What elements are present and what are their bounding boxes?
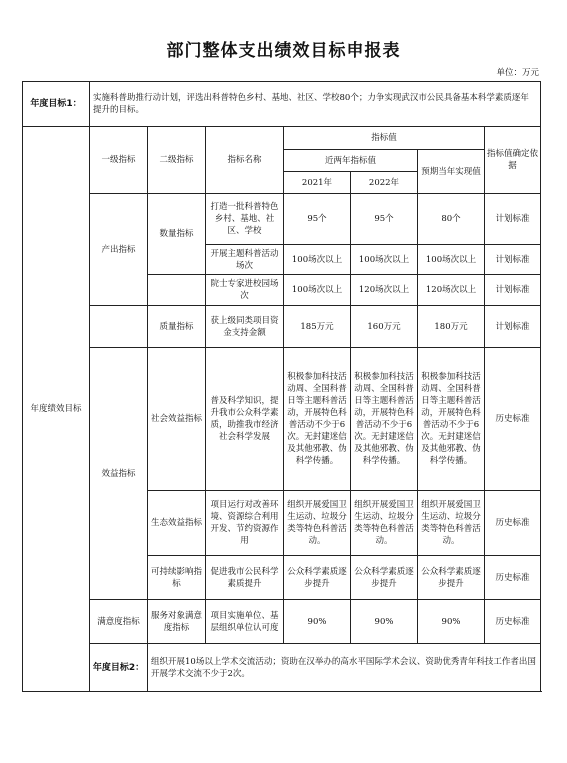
header-level1: 一级指标 <box>90 127 148 194</box>
value-2022: 95个 <box>351 194 418 245</box>
header-row-1 <box>23 127 541 150</box>
group-benefit: 效益指标 <box>90 348 148 600</box>
goal1-label: 年度目标1： <box>23 82 90 127</box>
form-title: 部门整体支出绩效目标申报表 <box>166 41 401 61</box>
header-name: 指标名称 <box>206 127 284 194</box>
header-expected: 预期当年实现值 <box>418 150 485 194</box>
value-2022: 积极参加科技活动周、全国科普日等主题科普活动，开展特色科普活动不少于6次。无封建迷信及其他邪教、伪科学传播。 <box>351 348 418 491</box>
value-expected: 80个 <box>418 194 485 245</box>
subgroup-sustainable: 可持续影响指标 <box>148 556 206 600</box>
group-output-spacer <box>90 306 148 348</box>
value-2022: 公众科学素质逐步提升 <box>351 556 418 600</box>
value-2022: 100场次以上 <box>351 245 418 275</box>
goal2-text: 组织开展10场以上学术交流活动；资助在汉举办的高水平国际学术会议、资助优秀青年科技工作者出国开展学术交流不少于2次。 <box>148 644 541 692</box>
value-expected: 积极参加科技活动周、全国科普日等主题科普活动，开展特色科普活动不少于6次。无封建迷信及其他邪教、伪科学传播。 <box>418 348 485 491</box>
subgroup-service: 服务对象满意度指标 <box>148 600 206 644</box>
header-basis: 指标值确定依据 <box>485 127 541 194</box>
group-satisfaction: 满意度指标 <box>90 600 148 644</box>
table-row <box>23 600 541 644</box>
header-level2: 二级指标 <box>148 127 206 194</box>
subgroup-quantity: 数量指标 <box>148 194 206 275</box>
table-row <box>23 306 541 348</box>
group-output: 产出指标 <box>90 194 148 306</box>
indicator-name: 打造一批科普特色乡村、基地、社区、学校 <box>206 194 284 245</box>
subgroup-ecological: 生态效益指标 <box>148 491 206 556</box>
header-value: 指标值 <box>284 127 485 150</box>
header-2022: 2022年 <box>351 172 418 194</box>
goal2-label: 年度目标2： <box>90 644 148 692</box>
value-basis: 计划标准 <box>485 306 541 348</box>
value-2022: 组织开展爱国卫生运动、垃圾分类等特色科普活动。 <box>351 491 418 556</box>
indicator-name: 普及科学知识，提升我市公众科学素质，助推我市经济社会科学发展 <box>206 348 284 491</box>
subgroup-social: 社会效益指标 <box>148 348 206 491</box>
value-basis: 历史标准 <box>485 348 541 491</box>
value-expected: 120场次以上 <box>418 275 485 306</box>
performance-table <box>22 81 541 692</box>
indicator-name: 项目运行对改善环境、资源综合利用开发、节约资源作用 <box>206 491 284 556</box>
value-basis: 历史标准 <box>485 600 541 644</box>
value-2021: 组织开展爱国卫生运动、垃圾分类等特色科普活动。 <box>284 491 351 556</box>
value-2021: 100场次以上 <box>284 275 351 306</box>
section-label: 年度绩效目标 <box>23 127 90 692</box>
goal1-row <box>23 82 541 127</box>
value-2021: 185万元 <box>284 306 351 348</box>
header-2021: 2021年 <box>284 172 351 194</box>
value-2021: 100场次以上 <box>284 245 351 275</box>
header-recent: 近两年指标值 <box>284 150 418 172</box>
value-expected: 100场次以上 <box>418 245 485 275</box>
value-basis: 历史标准 <box>485 556 541 600</box>
value-2021: 95个 <box>284 194 351 245</box>
value-basis: 计划标准 <box>485 245 541 275</box>
table-row <box>23 194 541 245</box>
value-basis: 历史标准 <box>485 491 541 556</box>
value-expected: 公众科学素质逐步提升 <box>418 556 485 600</box>
value-expected: 组织开展爱国卫生运动、垃圾分类等特色科普活动。 <box>418 491 485 556</box>
value-2022: 160万元 <box>351 306 418 348</box>
subgroup-quality-spacer <box>148 275 206 306</box>
table-row <box>23 348 541 491</box>
value-2021: 公众科学素质逐步提升 <box>284 556 351 600</box>
subgroup-quality: 质量指标 <box>148 306 206 348</box>
indicator-name: 开展主题科普活动场次 <box>206 245 284 275</box>
value-expected: 180万元 <box>418 306 485 348</box>
unit-label: 单位：万元 <box>496 68 539 78</box>
value-2021: 90% <box>284 600 351 644</box>
indicator-name: 促进我市公民科学素质提升 <box>206 556 284 600</box>
indicator-name: 获上级同类项目资金支持金额 <box>206 306 284 348</box>
indicator-name: 院士专家进校园场次 <box>206 275 284 306</box>
value-2022: 120场次以上 <box>351 275 418 306</box>
value-basis: 计划标准 <box>485 194 541 245</box>
goal2-row <box>23 644 541 692</box>
indicator-name: 项目实施单位、基层组织单位认可度 <box>206 600 284 644</box>
goal1-text: 实施科普助推行动计划，评选出科普特色乡村、基地、社区、学校80个；力争实现武汉市公民具备基本科学素质逐年提升的目标。 <box>90 82 541 127</box>
value-2022: 90% <box>351 600 418 644</box>
value-expected: 90% <box>418 600 485 644</box>
value-basis: 计划标准 <box>485 275 541 306</box>
value-2021: 积极参加科技活动周、全国科普日等主题科普活动，开展特色科普活动不少于6次。无封建迷信及其他邪教、伪科学传播。 <box>284 348 351 491</box>
